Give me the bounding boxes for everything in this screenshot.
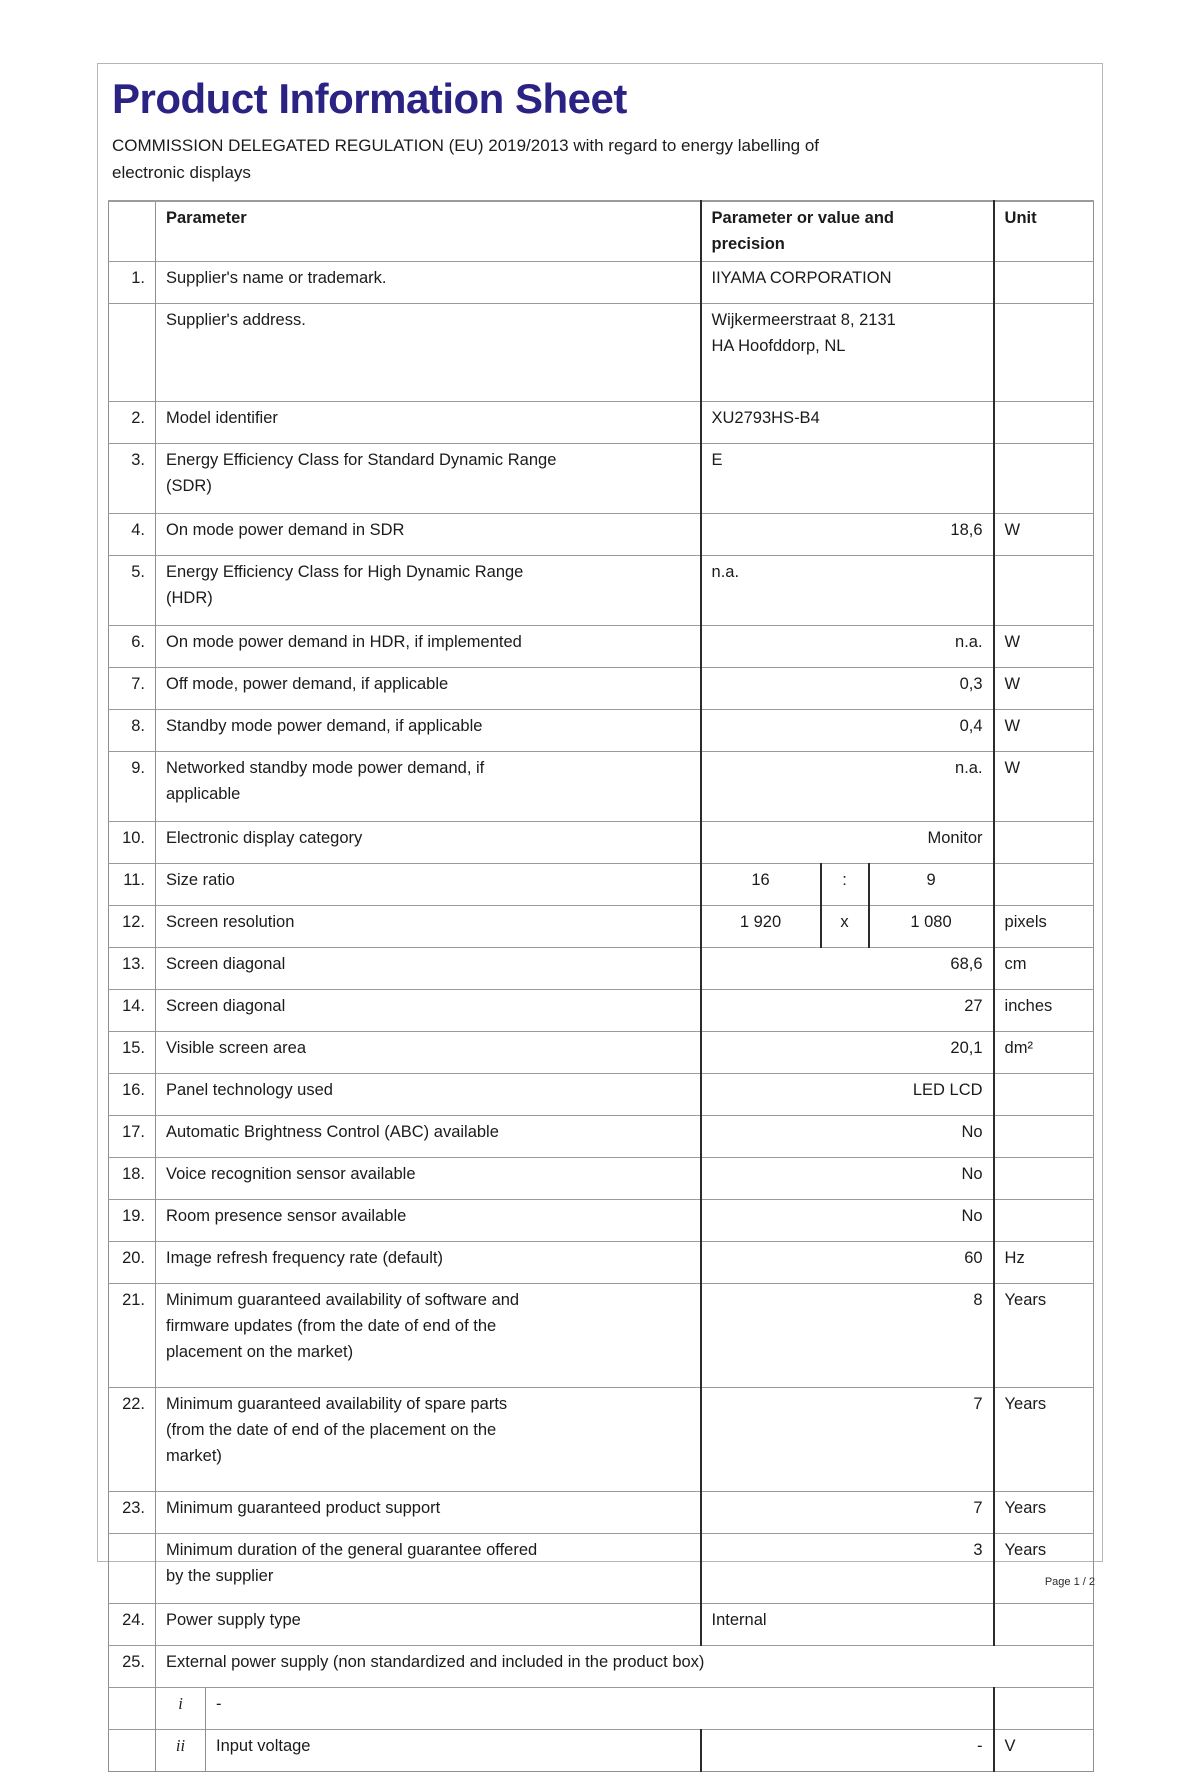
row-number-cell: 4. bbox=[109, 514, 156, 556]
unit-cell bbox=[994, 864, 1094, 906]
value-cell bbox=[701, 1158, 994, 1200]
unit-cell bbox=[994, 1158, 1094, 1200]
header-number-cell bbox=[109, 201, 156, 262]
value-cell bbox=[701, 556, 994, 626]
table-row bbox=[109, 1032, 1094, 1074]
table-row bbox=[109, 1284, 1094, 1388]
cell-line: On mode power demand in SDR bbox=[166, 521, 405, 539]
parameter-cell bbox=[156, 752, 701, 822]
cell-line: XU2793HS-B4 bbox=[711, 409, 820, 427]
unit-cell: dm² bbox=[994, 1032, 1094, 1074]
unit-cell bbox=[994, 304, 1094, 402]
unit-cell: W bbox=[994, 514, 1094, 556]
row-number-cell: 1. bbox=[109, 262, 156, 304]
value-cell bbox=[701, 1284, 994, 1388]
parameter-cell bbox=[156, 1116, 701, 1158]
table-row bbox=[109, 626, 1094, 668]
cell-line: Image refresh frequency rate (default) bbox=[166, 1249, 443, 1267]
cell-line: Monitor bbox=[927, 829, 983, 847]
row-number-cell: 3. bbox=[109, 444, 156, 514]
table-row bbox=[109, 1388, 1094, 1492]
value-cell bbox=[701, 1492, 994, 1534]
unit-cell: Hz bbox=[994, 1242, 1094, 1284]
value-cell bbox=[701, 402, 994, 444]
sub-index-cell: ii bbox=[156, 1730, 206, 1772]
unit-cell bbox=[994, 1074, 1094, 1116]
cell-line: Voice recognition sensor available bbox=[166, 1165, 416, 1183]
cell-line: Screen diagonal bbox=[166, 997, 286, 1015]
unit-cell bbox=[994, 262, 1094, 304]
product-information-table bbox=[108, 200, 1094, 1772]
cell-line: Minimum duration of the general guarantee offered bbox=[166, 1541, 538, 1559]
cell-line: (HDR) bbox=[166, 589, 213, 607]
row-number-cell bbox=[109, 1534, 156, 1604]
parameter-cell bbox=[156, 710, 701, 752]
table-row bbox=[109, 710, 1094, 752]
cell-line: No bbox=[961, 1207, 983, 1225]
row-number-cell bbox=[109, 1730, 156, 1772]
unit-cell: Years bbox=[994, 1492, 1094, 1534]
table-row bbox=[109, 1604, 1094, 1646]
row-number-cell: 20. bbox=[109, 1242, 156, 1284]
parameter-cell bbox=[156, 1534, 701, 1604]
value-part-cell: 1 920 bbox=[701, 906, 821, 948]
unit-cell: Years bbox=[994, 1534, 1094, 1604]
unit-cell bbox=[994, 1116, 1094, 1158]
table-row bbox=[109, 752, 1094, 822]
parameter-cell bbox=[156, 990, 701, 1032]
value-separator-cell: x bbox=[821, 906, 869, 948]
value-part-cell: 9 bbox=[869, 864, 994, 906]
row-number-cell: 21. bbox=[109, 1284, 156, 1388]
parameter-cell bbox=[156, 822, 701, 864]
table-row bbox=[109, 514, 1094, 556]
value-part-cell: 16 bbox=[701, 864, 821, 906]
header-unit: Unit bbox=[994, 201, 1094, 262]
table-row bbox=[109, 1730, 1094, 1772]
value-cell bbox=[701, 1074, 994, 1116]
value-cell bbox=[701, 1604, 994, 1646]
cell-line: Power supply type bbox=[166, 1611, 301, 1629]
row-number-cell: 13. bbox=[109, 948, 156, 990]
parameter-cell bbox=[156, 556, 701, 626]
table-row bbox=[109, 822, 1094, 864]
cell-line: E bbox=[711, 451, 723, 469]
cell-line: 7 bbox=[973, 1499, 983, 1517]
value-cell bbox=[701, 1200, 994, 1242]
unit-cell bbox=[994, 822, 1094, 864]
table-row bbox=[109, 262, 1094, 304]
header-value bbox=[701, 201, 994, 262]
unit-cell: V bbox=[994, 1730, 1094, 1772]
cell-line: Room presence sensor available bbox=[166, 1207, 407, 1225]
parameter-cell bbox=[156, 402, 701, 444]
cell-line: Minimum guaranteed availability of software and bbox=[166, 1291, 520, 1309]
regulation-subtitle bbox=[112, 132, 1102, 186]
value-cell bbox=[701, 304, 994, 402]
row-number-cell bbox=[109, 304, 156, 402]
header-value-line1: Parameter or value and bbox=[711, 209, 895, 227]
cell-line: Supplier's address. bbox=[166, 311, 306, 329]
table-row bbox=[109, 444, 1094, 514]
row-number-cell: 9. bbox=[109, 752, 156, 822]
table-row bbox=[109, 1116, 1094, 1158]
parameter-cell bbox=[156, 626, 701, 668]
cell-line: by the supplier bbox=[166, 1567, 274, 1585]
unit-cell: W bbox=[994, 752, 1094, 822]
cell-line: Wijkermeerstraat 8, 2131 bbox=[711, 311, 896, 329]
row-number-cell: 11. bbox=[109, 864, 156, 906]
value-cell bbox=[701, 1032, 994, 1074]
table-row bbox=[109, 304, 1094, 402]
value-cell bbox=[701, 668, 994, 710]
value-cell bbox=[701, 1388, 994, 1492]
row-number-cell: 23. bbox=[109, 1492, 156, 1534]
table-row bbox=[109, 1534, 1094, 1604]
row-number-cell: 15. bbox=[109, 1032, 156, 1074]
cell-line: n.a. bbox=[711, 563, 740, 581]
parameter-cell: External power supply (non standardized and included in the product box) bbox=[156, 1646, 1094, 1688]
value-cell bbox=[701, 1730, 994, 1772]
parameter-cell bbox=[156, 1074, 701, 1116]
cell-line: Panel technology used bbox=[166, 1081, 333, 1099]
cell-line: IIYAMA CORPORATION bbox=[711, 269, 892, 287]
cell-line: Standby mode power demand, if applicable bbox=[166, 717, 483, 735]
value-part-cell: 1 080 bbox=[869, 906, 994, 948]
cell-line: (from the date of end of the placement on the bbox=[166, 1421, 497, 1439]
value-cell bbox=[701, 710, 994, 752]
value-cell bbox=[701, 444, 994, 514]
cell-line: Automatic Brightness Control (ABC) available bbox=[166, 1123, 499, 1141]
unit-cell bbox=[994, 556, 1094, 626]
page-number: Page 1 / 2 bbox=[1044, 1576, 1095, 1588]
cell-line: n.a. bbox=[955, 759, 983, 777]
value-cell bbox=[701, 1116, 994, 1158]
table-header-row bbox=[109, 201, 1094, 262]
value-cell bbox=[701, 262, 994, 304]
row-number-cell: 16. bbox=[109, 1074, 156, 1116]
sub-content-cell: - bbox=[206, 1688, 994, 1730]
cell-line: 60 bbox=[964, 1249, 983, 1267]
unit-cell bbox=[994, 402, 1094, 444]
value-cell bbox=[701, 626, 994, 668]
unit-cell: pixels bbox=[994, 906, 1094, 948]
table-row bbox=[109, 402, 1094, 444]
cell-line: applicable bbox=[166, 785, 241, 803]
table-row bbox=[109, 1242, 1094, 1284]
row-number-cell: 18. bbox=[109, 1158, 156, 1200]
parameter-cell bbox=[156, 906, 701, 948]
cell-line: 7 bbox=[973, 1395, 983, 1413]
table-row bbox=[109, 1200, 1094, 1242]
unit-cell: cm bbox=[994, 948, 1094, 990]
cell-line: - bbox=[977, 1737, 983, 1755]
cell-line: Screen diagonal bbox=[166, 955, 286, 973]
table-row bbox=[109, 668, 1094, 710]
row-number-cell: 17. bbox=[109, 1116, 156, 1158]
cell-line: 0,3 bbox=[959, 675, 983, 693]
cell-line: LED LCD bbox=[912, 1081, 983, 1099]
parameter-cell bbox=[156, 1200, 701, 1242]
cell-line: Input voltage bbox=[216, 1737, 311, 1755]
unit-cell: Years bbox=[994, 1388, 1094, 1492]
unit-cell: Years bbox=[994, 1284, 1094, 1388]
parameter-cell bbox=[156, 1604, 701, 1646]
row-number-cell: 22. bbox=[109, 1388, 156, 1492]
unit-cell: inches bbox=[994, 990, 1094, 1032]
parameter-cell bbox=[156, 444, 701, 514]
cell-line: Minimum guaranteed availability of spare parts bbox=[166, 1395, 508, 1413]
parameter-cell bbox=[156, 948, 701, 990]
row-number-cell: 12. bbox=[109, 906, 156, 948]
cell-line: 3 bbox=[973, 1541, 983, 1559]
cell-line: 20,1 bbox=[950, 1039, 983, 1057]
cell-line: 27 bbox=[964, 997, 983, 1015]
header-parameter: Parameter bbox=[156, 201, 701, 262]
parameter-cell bbox=[156, 668, 701, 710]
row-number-cell: 25. bbox=[109, 1646, 156, 1688]
cell-line: Off mode, power demand, if applicable bbox=[166, 675, 449, 693]
table-row bbox=[109, 1074, 1094, 1116]
unit-cell bbox=[994, 444, 1094, 514]
row-number-cell: 19. bbox=[109, 1200, 156, 1242]
cell-line: 68,6 bbox=[950, 955, 983, 973]
value-cell bbox=[701, 514, 994, 556]
parameter-cell bbox=[156, 1492, 701, 1534]
cell-line: (SDR) bbox=[166, 477, 212, 495]
cell-line: 0,4 bbox=[959, 717, 983, 735]
unit-cell: W bbox=[994, 668, 1094, 710]
cell-line: Size ratio bbox=[166, 871, 235, 889]
value-cell bbox=[701, 822, 994, 864]
parameter-cell bbox=[156, 1032, 701, 1074]
unit-cell: W bbox=[994, 710, 1094, 752]
cell-line: market) bbox=[166, 1447, 222, 1465]
value-cell bbox=[701, 948, 994, 990]
cell-line: Networked standby mode power demand, if bbox=[166, 759, 485, 777]
cell-line: 8 bbox=[973, 1291, 983, 1309]
cell-line: Electronic display category bbox=[166, 829, 363, 847]
row-number-cell: 5. bbox=[109, 556, 156, 626]
unit-cell: W bbox=[994, 626, 1094, 668]
table-row bbox=[109, 948, 1094, 990]
table-row bbox=[109, 1158, 1094, 1200]
unit-cell bbox=[994, 1200, 1094, 1242]
parameter-cell bbox=[206, 1730, 701, 1772]
cell-line: placement on the market) bbox=[166, 1343, 354, 1361]
table-row bbox=[109, 864, 1094, 906]
cell-line: On mode power demand in HDR, if implemented bbox=[166, 633, 522, 651]
cell-line: Supplier's name or trademark. bbox=[166, 269, 387, 287]
value-separator-cell: : bbox=[821, 864, 869, 906]
parameter-cell bbox=[156, 1388, 701, 1492]
parameter-cell bbox=[156, 1242, 701, 1284]
row-number-cell: 24. bbox=[109, 1604, 156, 1646]
parameter-cell bbox=[156, 514, 701, 556]
header-value-line2: precision bbox=[711, 235, 785, 253]
page-title: Product Information Sheet bbox=[112, 75, 627, 122]
cell-line: 18,6 bbox=[950, 521, 983, 539]
cell-line: No bbox=[961, 1165, 983, 1183]
cell-line: Energy Efficiency Class for Standard Dynamic Range bbox=[166, 451, 557, 469]
row-number-cell: 8. bbox=[109, 710, 156, 752]
table-row bbox=[109, 556, 1094, 626]
regulation-subtitle-line2: electronic displays bbox=[112, 163, 251, 182]
cell-line: Screen resolution bbox=[166, 913, 295, 931]
row-number-cell: 10. bbox=[109, 822, 156, 864]
table-row bbox=[109, 1646, 1094, 1688]
value-cell bbox=[701, 990, 994, 1032]
cell-line: Minimum guaranteed product support bbox=[166, 1499, 441, 1517]
unit-cell bbox=[994, 1604, 1094, 1646]
parameter-cell bbox=[156, 864, 701, 906]
cell-line: n.a. bbox=[955, 633, 983, 651]
parameter-cell bbox=[156, 304, 701, 402]
value-cell bbox=[701, 1534, 994, 1604]
cell-line: Internal bbox=[711, 1611, 767, 1629]
row-number-cell: 14. bbox=[109, 990, 156, 1032]
table-header bbox=[109, 201, 1094, 262]
value-cell bbox=[701, 752, 994, 822]
parameter-cell bbox=[156, 1158, 701, 1200]
row-number-cell: 7. bbox=[109, 668, 156, 710]
table-row bbox=[109, 1492, 1094, 1534]
cell-line: HA Hoofddorp, NL bbox=[711, 337, 846, 355]
regulation-subtitle-line1: COMMISSION DELEGATED REGULATION (EU) 2019/2013 with regard to energy labelling of bbox=[112, 136, 820, 155]
parameter-cell bbox=[156, 262, 701, 304]
table-row bbox=[109, 990, 1094, 1032]
row-number-cell: 2. bbox=[109, 402, 156, 444]
cell-line: Visible screen area bbox=[166, 1039, 307, 1057]
value-cell bbox=[701, 1242, 994, 1284]
cell-line: Energy Efficiency Class for High Dynamic Range bbox=[166, 563, 524, 581]
row-number-cell: 6. bbox=[109, 626, 156, 668]
cell-line: firmware updates (from the date of end of the bbox=[166, 1317, 497, 1335]
parameter-cell bbox=[156, 1284, 701, 1388]
cell-line: No bbox=[961, 1123, 983, 1141]
table-row bbox=[109, 906, 1094, 948]
cell-line: Model identifier bbox=[166, 409, 278, 427]
sub-index-cell: i bbox=[156, 1688, 206, 1730]
table-body bbox=[109, 262, 1094, 1772]
